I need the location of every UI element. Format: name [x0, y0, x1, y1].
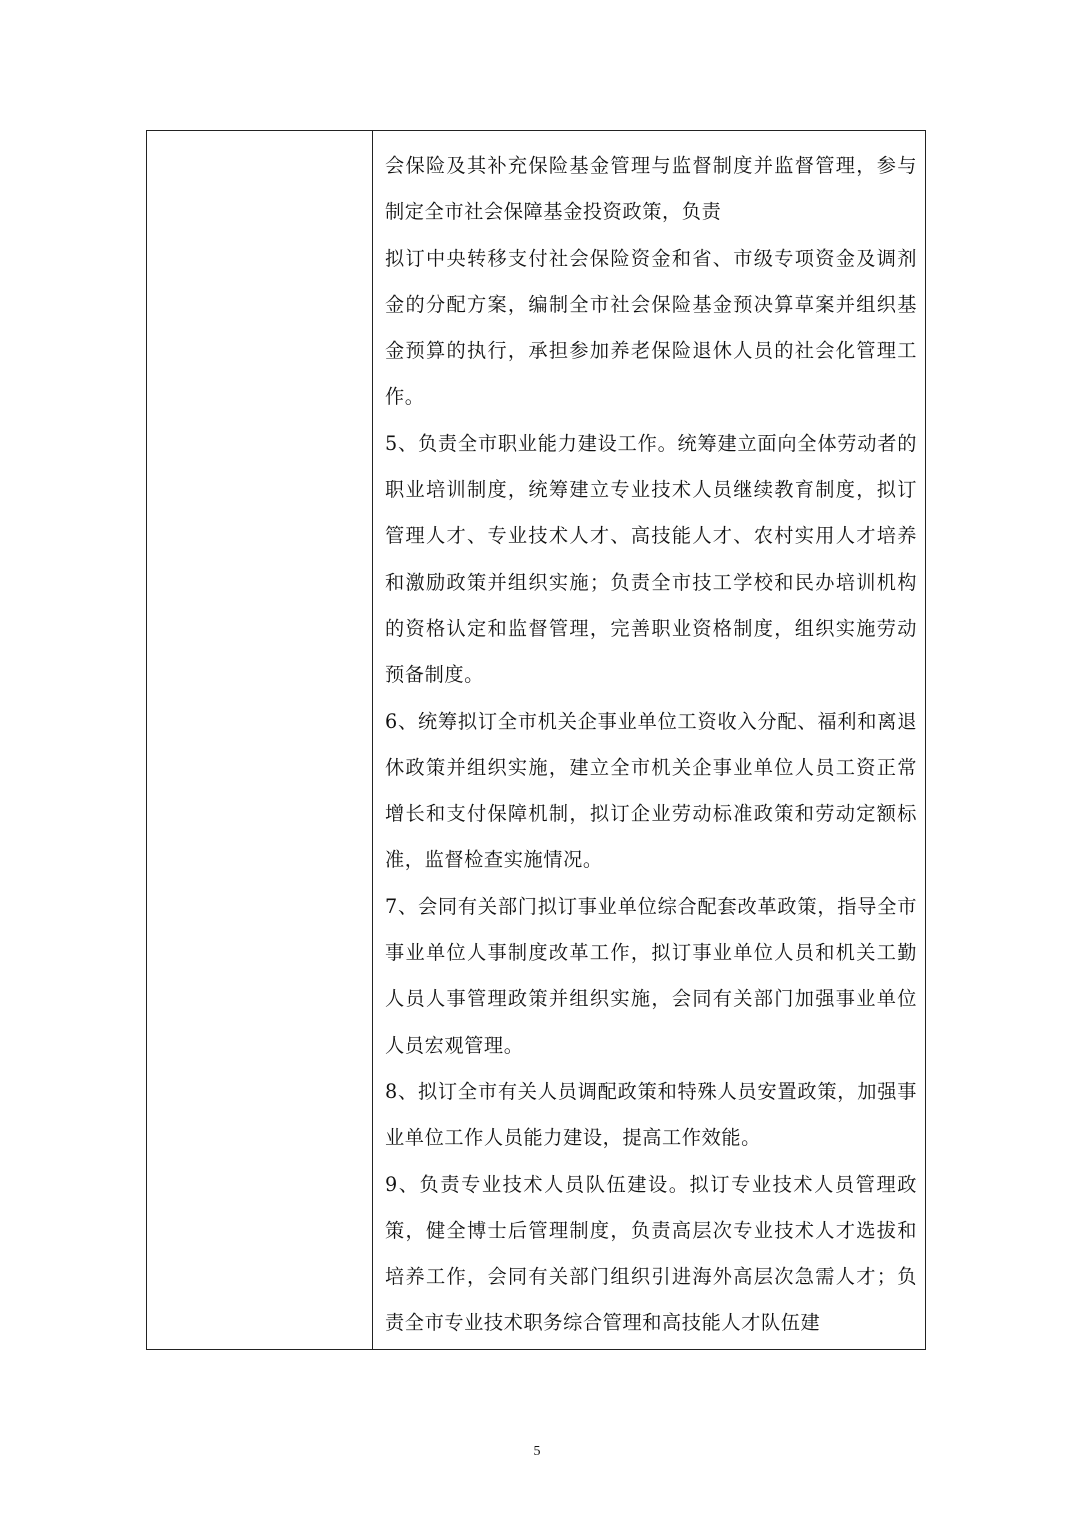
paragraph-item-9: 9、负责专业技术人员队伍建设。拟订专业技术人员管理政策，健全博士后管理制度，负责高层次专业技术人才选拔和培养工作，会同有关部门组织引进海外高层次急需人才；负责全市专业技术职务综合管理和高技能人才队伍建	[385, 1172, 917, 1335]
content-cell	[385, 143, 917, 1347]
paragraph-item-7: 7、会同有关部门拟订事业单位综合配套改革政策，指导全市事业单位人事制度改革工作，拟订事业单位人员和机关工勤人员人事管理政策并组织实施，会同有关部门加强事业单位人员宏观管理。	[385, 894, 917, 1057]
document-table	[146, 130, 926, 1350]
paragraph-item-5: 5、负责全市职业能力建设工作。统筹建立面向全体劳动者的职业培训制度，统筹建立专业技术人员继续教育制度，拟订管理人才、专业技术人才、高技能人才、农村实用人才培养和激励政策并组织实施；负责全市技工学校和民办培训机构的资格认定和监督管理，完善职业资格制度，组织实施劳动预备制度。	[385, 431, 917, 687]
paragraph-item-8: 8、拟订全市有关人员调配政策和特殊人员安置政策，加强事业单位工作人员能力建设，提高工作效能。	[385, 1079, 917, 1150]
paragraph-fund-allocation: 拟订中央转移支付社会保险资金和省、市级专项资金及调剂金的分配方案，编制全市社会保险基金预决算草案并组织基金预算的执行，承担参加养老保险退休人员的社会化管理工作。	[385, 246, 917, 409]
column-divider	[372, 131, 373, 1349]
paragraph-item-6: 6、统筹拟订全市机关企事业单位工资收入分配、福利和离退休政策并组织实施，建立全市机关企事业单位人员工资正常增长和支付保障机制，拟订企业劳动标准政策和劳动定额标准，监督检查实施情况。	[385, 709, 917, 872]
page-number: 5	[533, 1444, 541, 1459]
paragraph-continued: 会保险及其补充保险基金管理与监督制度并监督管理，参与制定全市社会保障基金投资政策，负责	[385, 154, 917, 224]
